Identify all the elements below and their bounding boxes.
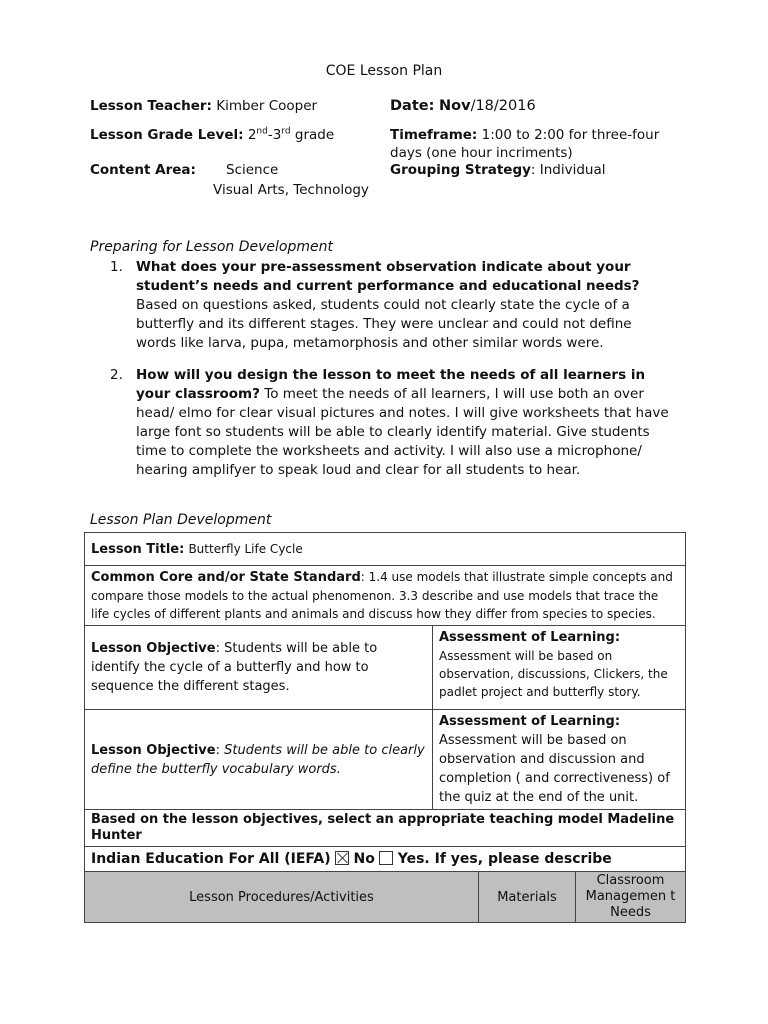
- grade-field: [90, 126, 334, 144]
- question-1-text: What does your pre-assessment observation indicate about your student’s needs and current performance and educational needs?: [136, 259, 640, 294]
- iefa-yes-checkbox[interactable]: [379, 851, 393, 865]
- assessment-1-cell: [433, 626, 686, 710]
- date-label: Date:: [390, 98, 435, 114]
- iefa-row: [85, 847, 686, 872]
- iefa-no-label: No: [353, 851, 375, 867]
- date-month: Nov: [439, 98, 471, 114]
- grade-rest: grade: [290, 127, 335, 143]
- grade-dash: -3: [267, 127, 282, 143]
- objective-2-value: Students will be able to clearly define the butterfly vocabulary words.: [91, 742, 425, 777]
- teaching-model-text: Based on the lesson objectives, select an appropriate teaching model Madeline Hunter: [91, 812, 675, 843]
- col-classroom-management: Classroom Managemen t Needs: [576, 872, 686, 923]
- assessment-2-cell: [433, 710, 686, 810]
- objective-2-row: [85, 710, 686, 810]
- content-value-2: Visual Arts, Technology: [213, 182, 369, 198]
- lesson-title-row: [85, 533, 686, 566]
- teacher-label: Lesson Teacher:: [90, 98, 212, 114]
- date-rest: /18/2016: [470, 98, 536, 114]
- iefa-yes-label: Yes. If yes, please describe: [397, 851, 612, 867]
- objective-1-cell: [85, 626, 433, 710]
- col-materials: Materials: [479, 872, 576, 923]
- teaching-model-row: [85, 810, 686, 847]
- timeframe-value: 1:00 to 2:00 for three-four days (one hour incriments): [390, 127, 660, 161]
- content-area-field: [90, 161, 196, 179]
- content-label: Content Area:: [90, 162, 196, 178]
- document-title: COE Lesson Plan: [325, 63, 443, 79]
- lesson-title-label: Lesson Title:: [91, 542, 185, 557]
- objective-1-row: [85, 626, 686, 710]
- question-2: [110, 366, 670, 480]
- lesson-plan-table: [84, 532, 686, 923]
- grouping-label: Grouping Strategy: [390, 162, 531, 178]
- timeframe-label: Timeframe:: [390, 127, 478, 143]
- assessment-1-value: Assessment will be based on observation, discussions, Clickers, the padlet project and butterfly story.: [439, 649, 668, 699]
- assessment-1-label: Assessment of Learning:: [439, 630, 621, 645]
- procedures-header-row: [85, 872, 686, 923]
- iefa-no-checkbox[interactable]: [335, 851, 349, 865]
- standard-value: : 1.4 use models that illustrate simple concepts and compare those models to the actual phenomenon. 3.3 describe and use models that trace the life cycles of different plants and animals and discuss how they differ from species to species.: [91, 570, 673, 621]
- question-1-number: 1.: [110, 259, 123, 275]
- objective-2-label: Lesson Objective: [91, 742, 216, 758]
- objective-2-cell: [85, 710, 433, 810]
- standard-row: [85, 566, 686, 626]
- grouping-value: : Individual: [530, 162, 606, 178]
- col-procedures: Lesson Procedures/Activities: [85, 872, 479, 923]
- preparing-section-title: Preparing for Lesson Development: [90, 239, 333, 255]
- objective-1-label: Lesson Objective: [91, 641, 216, 656]
- grade-a: 2: [247, 127, 257, 143]
- question-1: [110, 258, 670, 353]
- iefa-label: Indian Education For All (IEFA): [91, 851, 331, 867]
- teacher-field: [90, 97, 317, 115]
- grade-a-sup: nd: [256, 126, 268, 137]
- assessment-2-value: Assessment will be based on observation and discussion and completion ( and correctiveness) of the quiz at the end of the unit.: [439, 733, 670, 805]
- development-section-title: Lesson Plan Development: [90, 512, 272, 528]
- grade-b-sup: rd: [281, 126, 291, 137]
- standard-label: Common Core and/or State Standard: [91, 570, 361, 585]
- assessment-2-label: Assessment of Learning:: [439, 714, 621, 729]
- objective-1-value: : Students will be able to identify the cycle of a butterfly and how to sequence the different stages.: [91, 641, 378, 694]
- grouping-field: [390, 161, 606, 179]
- question-2-answer: To meet the needs of all learners, I will use both an over head/ elmo for clear visual pictures and notes. I will give worksheets that have large font so students will be able to clearly identify material. Give students time to complete the worksheets and activity. I will also use a microphone/ hearing amplifyer to speak loud and clear for all students to hear.: [136, 386, 669, 478]
- question-2-number: 2.: [110, 367, 123, 383]
- question-2-text: How will you design the lesson to meet the needs of all learners in your classroom?: [136, 367, 646, 402]
- lesson-title-value: Butterfly Life Cycle: [188, 542, 303, 556]
- content-value-1: Science: [226, 162, 279, 178]
- question-1-answer: Based on questions asked, students could not clearly state the cycle of a butterfly and its different stages. They were unclear and could not define words like larva, pupa, metamorphosis and other similar words were.: [136, 297, 632, 351]
- teacher-value: Kimber Cooper: [216, 98, 318, 114]
- timeframe-field: [390, 126, 680, 162]
- objective-2-colon: :: [215, 742, 225, 758]
- grade-label: Lesson Grade Level:: [90, 127, 244, 143]
- date-field: [390, 97, 536, 115]
